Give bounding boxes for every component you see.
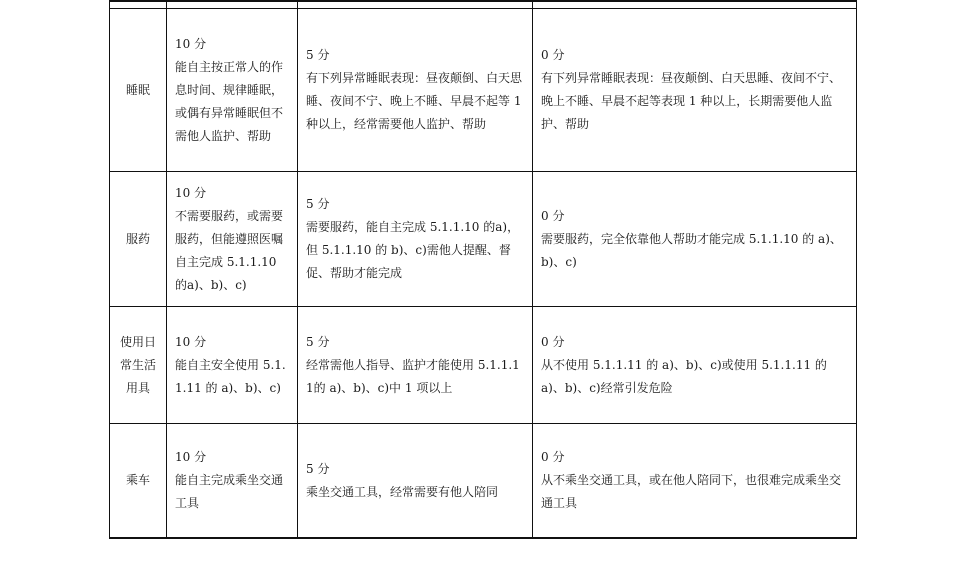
score-cell-mid [298, 307, 533, 424]
score-cell-high [167, 424, 298, 539]
score-value: 10 分 [175, 334, 207, 349]
score-value: 10 分 [175, 450, 207, 464]
score-description: 从不乘坐交通工具，或在他人陪同下，也很难完成乘坐交通工具 [541, 473, 842, 510]
score-cell-low [533, 172, 857, 307]
score-description: 需要服药，能自主完成 5.1.1.10 的a)，但 5.1.1.10 的 b)、c)需他人提醒、督促、帮助才能完成 [306, 220, 520, 280]
score-value: 0 分 [541, 208, 565, 223]
score-cell-low [533, 9, 857, 172]
score-description: 能自主完成乘坐交通工具 [175, 473, 284, 510]
score-cell-high [167, 307, 298, 424]
score-description: 从不使用 5.1.1.11 的 a)、b)、c)或使用 5.1.1.11 的 a)、b)、c)经常引发危险 [541, 357, 827, 395]
score-value: 5 分 [306, 461, 330, 476]
score-value: 5 分 [306, 197, 330, 211]
score-value: 10 分 [175, 36, 207, 51]
score-value: 0 分 [541, 48, 565, 62]
score-cell-low [533, 307, 857, 424]
table-row [110, 307, 857, 424]
score-value: 10 分 [175, 185, 207, 200]
score-cell-high [167, 9, 298, 172]
score-cell-mid [298, 172, 533, 307]
assessment-table [109, 0, 857, 539]
score-description: 经常需他人指导、监护才能使用 5.1.1.11的 a)、b)、c)中 1 项以上 [306, 357, 520, 395]
item-name: 睡眠 [110, 9, 167, 172]
score-description: 有下列异常睡眠表现：昼夜颠倒、白天思睡、夜间不宁、晚上不睡、早晨不起等 1 种以上，经常需要他人监护、帮助 [306, 71, 523, 131]
score-cell-low [533, 424, 857, 539]
table-row-continued-top [110, 1, 857, 9]
score-description: 不需要服药，或需要服药，但能遵照医嘱自主完成 5.1.1.10 的a)、b)、c) [175, 208, 284, 292]
table-row [110, 9, 857, 172]
table-row [110, 424, 857, 539]
score-value: 0 分 [541, 450, 565, 464]
assessment-table-wrapper [109, 0, 856, 539]
score-value: 5 分 [306, 334, 330, 349]
table-row [110, 172, 857, 307]
item-name: 使用日常生活用具 [110, 307, 167, 424]
score-description: 乘坐交通工具，经常需要有他人陪同 [306, 484, 499, 499]
score-description: 有下列异常睡眠表现：昼夜颠倒、白天思睡、夜间不宁、晚上不睡、早晨不起等表现 1 种以上，长期需要他人监护、帮助 [541, 71, 842, 131]
score-cell-mid [298, 424, 533, 539]
score-cell-high [167, 172, 298, 307]
item-name: 服药 [110, 172, 167, 307]
score-value: 5 分 [306, 48, 330, 62]
score-description: 能自主按正常人的作息时间、规律睡眠，或偶有异常睡眠但不需他人监护、帮助 [175, 59, 284, 143]
score-description: 能自主安全使用 5.1.1.11 的 a)、b)、c) [175, 357, 286, 395]
score-description: 需要服药，完全依靠他人帮助才能完成 5.1.1.10 的 a)、b)、c) [541, 231, 842, 269]
score-value: 0 分 [541, 334, 565, 349]
score-cell-mid [298, 9, 533, 172]
item-name: 乘车 [110, 424, 167, 539]
